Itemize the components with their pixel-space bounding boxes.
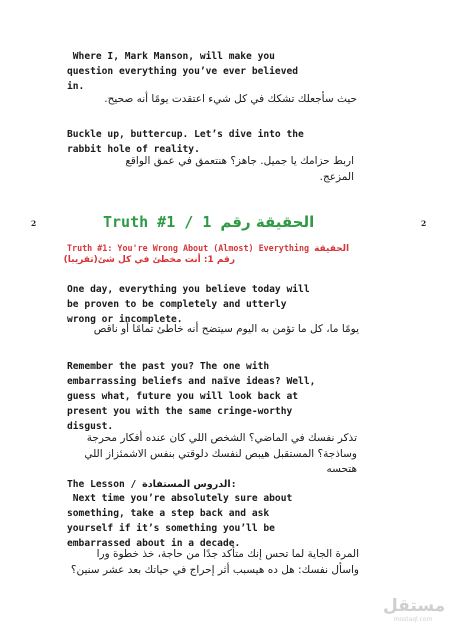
- page-number-left: 2: [31, 219, 37, 228]
- chapter-title: [103, 213, 314, 231]
- paragraph-4-english: Remember the past you? The one with embarrassing beliefs and naïve ideas? Well, guess what, future you will look back at present you with the same cringe-worthy disgust.: [67, 361, 316, 432]
- watermark: [383, 596, 446, 624]
- subtitle-english: Truth #1: You're Wrong About (Almost) Everything: [67, 243, 310, 253]
- paragraph-3-english: One day, everything you believe today will be proven to be completely and utterly wrong or incomplete.: [67, 284, 310, 325]
- paragraph-2-arabic: اربط حزامك يا جميل. جاهز؟ هنتعمق في عمق الواقع المزعج.: [125, 155, 354, 183]
- paragraph-1-english: Where I, Mark Manson, will make you question everything you’ve ever believed in.: [67, 51, 299, 92]
- paragraph-5-english: Next time you’re absolutely sure about something, take a step back and ask yourself if it’s something you’ll be embarrassed about in a decade.: [67, 493, 293, 549]
- watermark-logo: مستقل: [383, 596, 446, 616]
- lesson-heading-english: The Lesson /: [67, 479, 143, 490]
- lesson-heading-arabic: الدروس المستفادة: [142, 479, 231, 490]
- subtitle-arabic-part1: الحقيقة: [314, 244, 350, 254]
- paragraph-2-english: Buckle up, buttercup. Let’s dive into the rabbit hole of reality.: [67, 129, 304, 155]
- paragraph-5-arabic: المرة الجاية لما تحس إنك متأكد جدًا من حاجة، خذ خطوة ورا واسأل نفسك: هل ده هيسبب أثر إحراج في حياتك بعد عشر سنين؟: [70, 548, 359, 576]
- paragraph-4-arabic: تذكر نفسك في الماضي؟ الشخص اللي كان عنده أفكار محرجة وساذجة؟ المستقبل هيبص لنفسك دلوقتي بنفس الاشمئزاز اللي هتحسه: [84, 432, 357, 475]
- subtitle-arabic-part2: رقم 1: أنت مخطئ في كل شئ(تقريبا): [63, 255, 235, 265]
- watermark-url: mostaql.com: [393, 616, 433, 623]
- page-number-right: 2: [421, 219, 427, 228]
- chapter-title-arabic: الحقيقة رقم: [220, 213, 315, 231]
- lesson-heading: [67, 477, 236, 492]
- paragraph-3-arabic: يومًا ما، كل ما تؤمن به اليوم سيتضح أنه خاطئ تمامًا أو ناقص: [93, 323, 359, 335]
- chapter-title-english: Truth #1 / 1: [103, 213, 212, 231]
- lesson-heading-colon: :: [230, 479, 237, 490]
- paragraph-1-arabic: حيث سأجعلك تشكك في كل شيء اعتقدت يومًا أنه صحيح.: [104, 93, 357, 105]
